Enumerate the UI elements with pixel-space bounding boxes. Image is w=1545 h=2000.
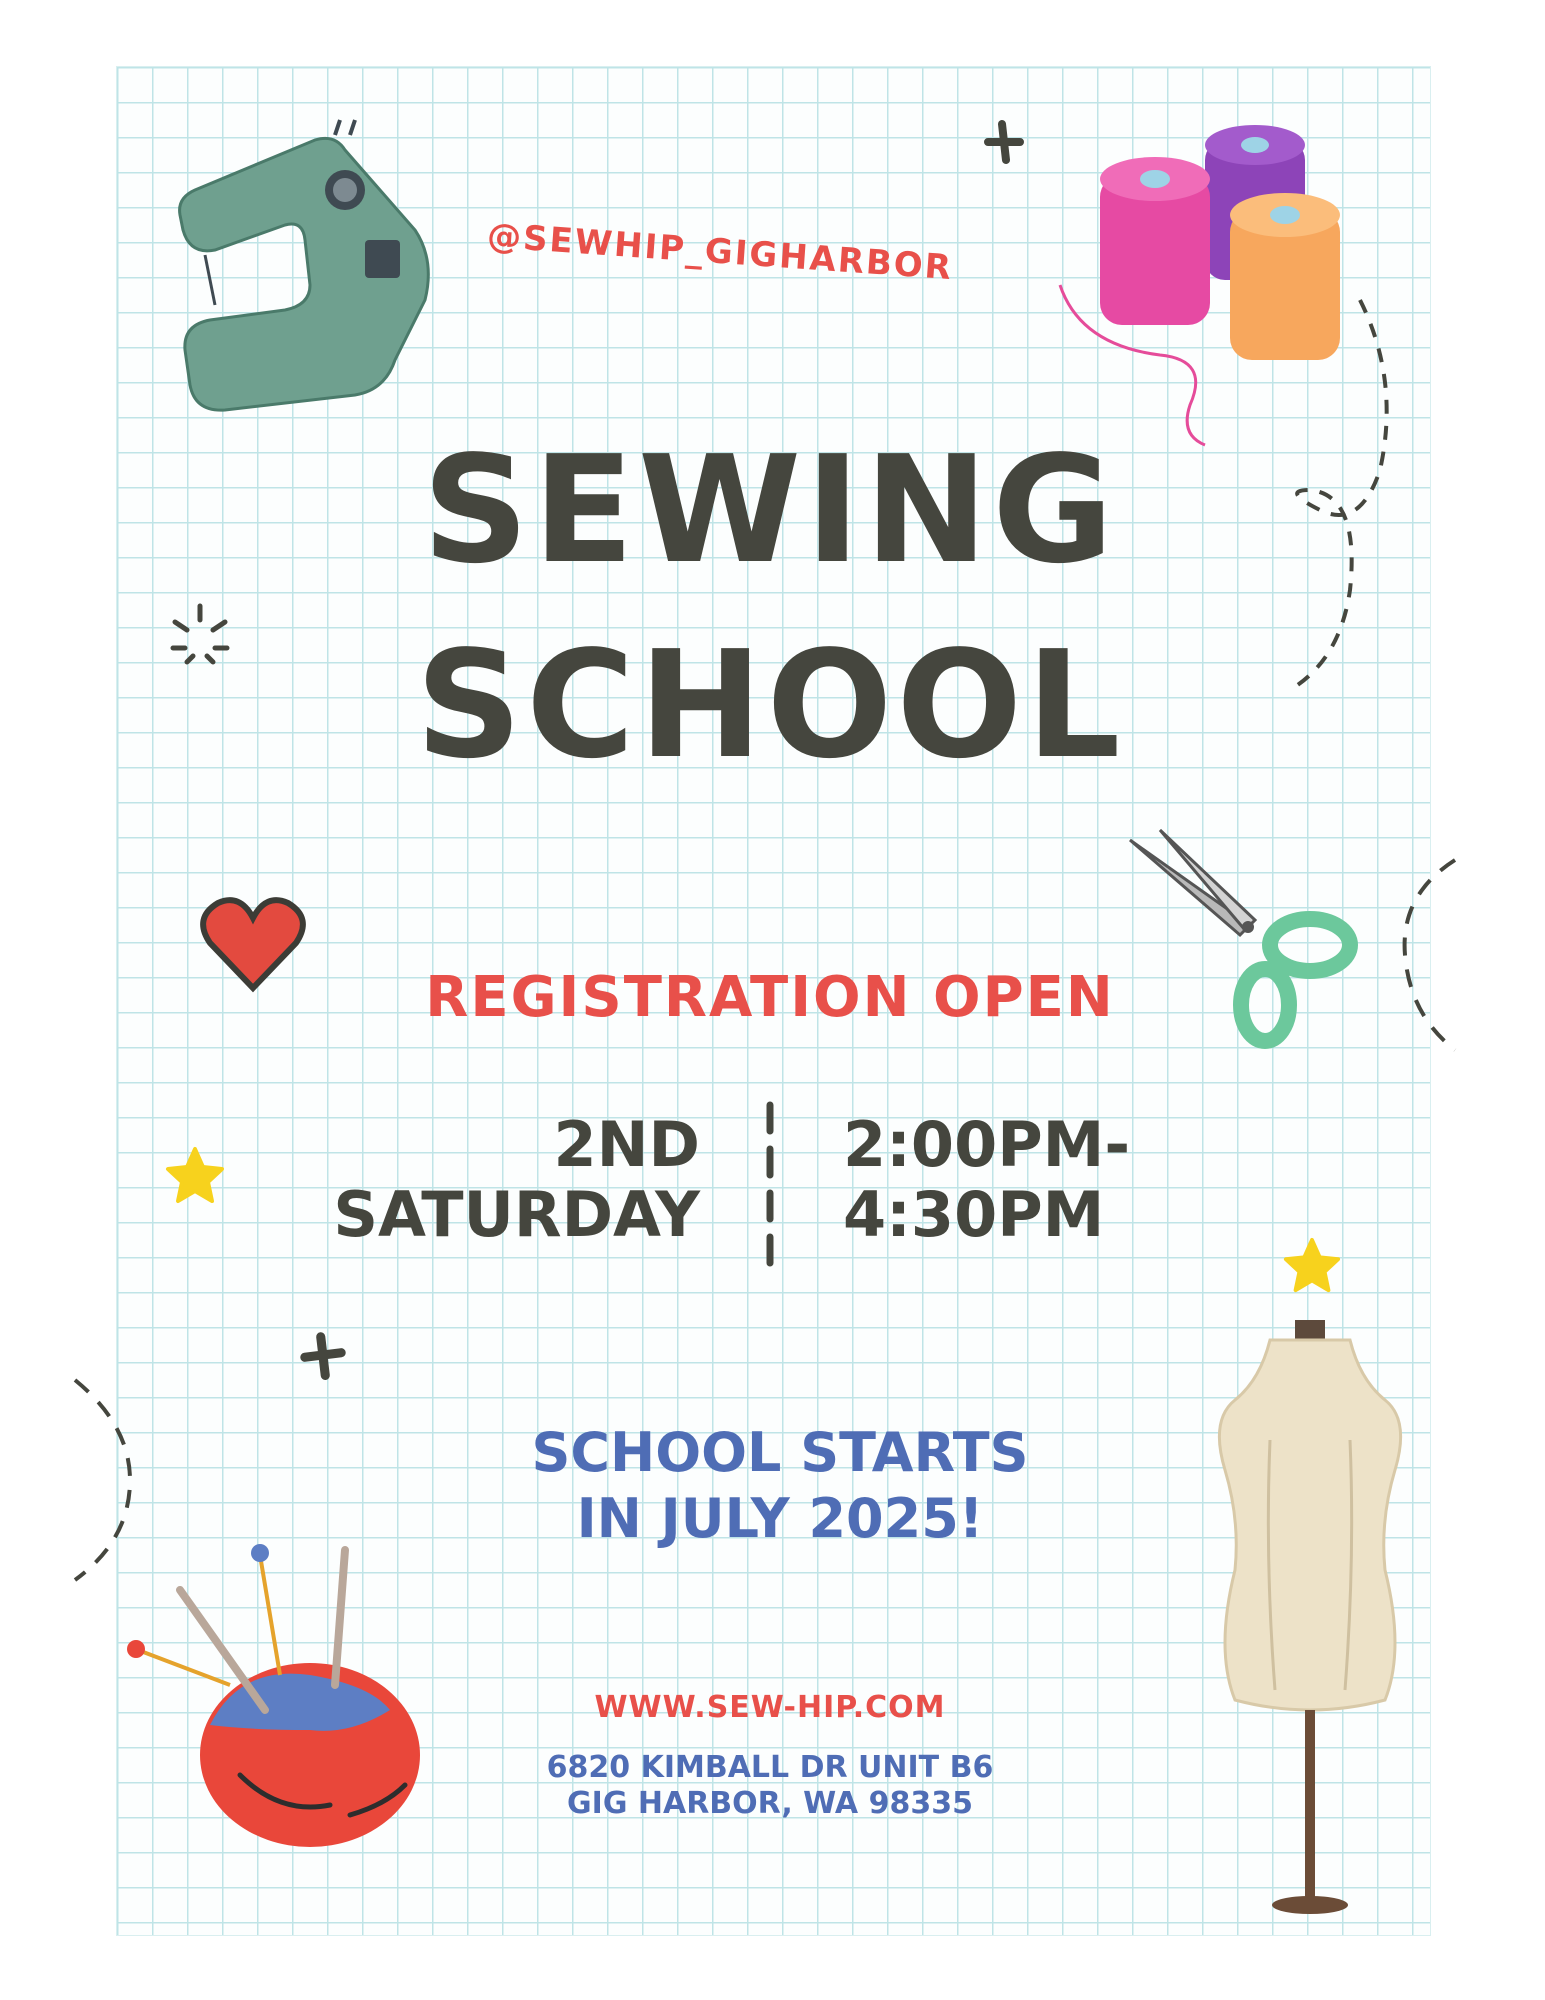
star-icon xyxy=(164,1145,226,1207)
address-line-1: 6820 KIMBALL DR UNIT B6 xyxy=(546,1750,994,1785)
start-date-line-1: SCHOOL STARTS xyxy=(531,1421,1029,1484)
cross-icon xyxy=(982,120,1026,164)
pincushion-icon xyxy=(120,1535,440,1865)
schedule-day-line-1: 2ND xyxy=(553,1108,700,1181)
divider-dashed xyxy=(760,1100,780,1270)
social-handle: @SEWHIP_GIGHARBOR xyxy=(485,215,955,289)
schedule-time-line-2: 4:30PM xyxy=(843,1178,1105,1251)
sparkle-icon xyxy=(165,600,235,670)
schedule-day-line-2: SATURDAY xyxy=(333,1178,700,1251)
sewing-machine-icon xyxy=(135,120,455,420)
dashed-thread-line xyxy=(1270,300,1400,700)
title-line-1: SEWING xyxy=(422,424,1118,596)
website-link[interactable]: WWW.SEW-HIP.COM xyxy=(594,1690,946,1725)
cross-icon xyxy=(298,1330,348,1380)
star-icon xyxy=(1282,1236,1342,1296)
heart-icon xyxy=(198,888,308,998)
start-date-line-2: IN JULY 2025! xyxy=(576,1487,984,1550)
schedule-time-line-1: 2:00PM- xyxy=(843,1108,1131,1181)
dress-form-icon xyxy=(1210,1320,1410,1920)
address-line-2: GIG HARBOR, WA 98335 xyxy=(567,1786,973,1821)
registration-status: REGISTRATION OPEN xyxy=(425,965,1115,1030)
title-line-2: SCHOOL xyxy=(415,619,1125,791)
dashed-arc-right xyxy=(1400,855,1460,1055)
